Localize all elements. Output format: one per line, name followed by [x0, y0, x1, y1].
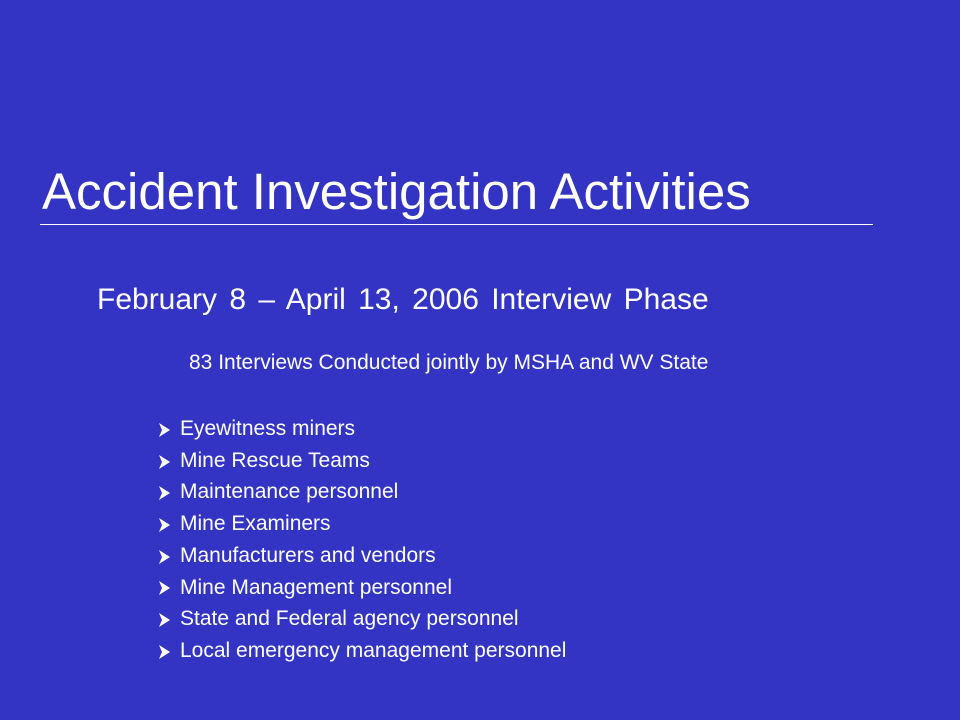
list-item-label: Mine Examiners: [180, 512, 331, 536]
list-item-label: Mine Rescue Teams: [180, 448, 370, 472]
list-item-label: Maintenance personnel: [180, 480, 399, 504]
arrow-bullet-icon: [158, 422, 171, 438]
arrow-bullet-icon: [158, 454, 171, 470]
arrow-bullet-icon: [158, 485, 171, 501]
list-item: [158, 635, 566, 667]
list-item-label: Local emergency management personnel: [180, 638, 567, 662]
list-item: [158, 445, 566, 477]
list-item: [158, 508, 566, 540]
list-item: [158, 540, 566, 572]
interview-summary: 83 Interviews Conducted jointly by MSHA and WV State: [189, 351, 709, 374]
list-item: [158, 476, 566, 508]
slide-subtitle: February 8 – April 13, 2006 Interview Phase: [97, 283, 709, 316]
list-item-label: Manufacturers and vendors: [180, 543, 436, 567]
slide-title: Accident Investigation Activities: [42, 163, 751, 220]
list-item-label: Eyewitness miners: [180, 417, 356, 440]
arrow-bullet-icon: [158, 644, 171, 660]
interviewee-list: [158, 413, 566, 667]
list-item: [158, 603, 566, 635]
arrow-bullet-icon: [158, 517, 171, 533]
title-underline: [40, 224, 873, 225]
arrow-bullet-icon: [158, 549, 171, 565]
list-item: [158, 413, 566, 445]
list-item-label: State and Federal agency personnel: [180, 607, 519, 631]
arrow-bullet-icon: [158, 580, 171, 596]
list-item-label: Mine Management personnel: [180, 575, 452, 599]
arrow-bullet-icon: [158, 612, 171, 628]
list-item: [158, 572, 566, 604]
